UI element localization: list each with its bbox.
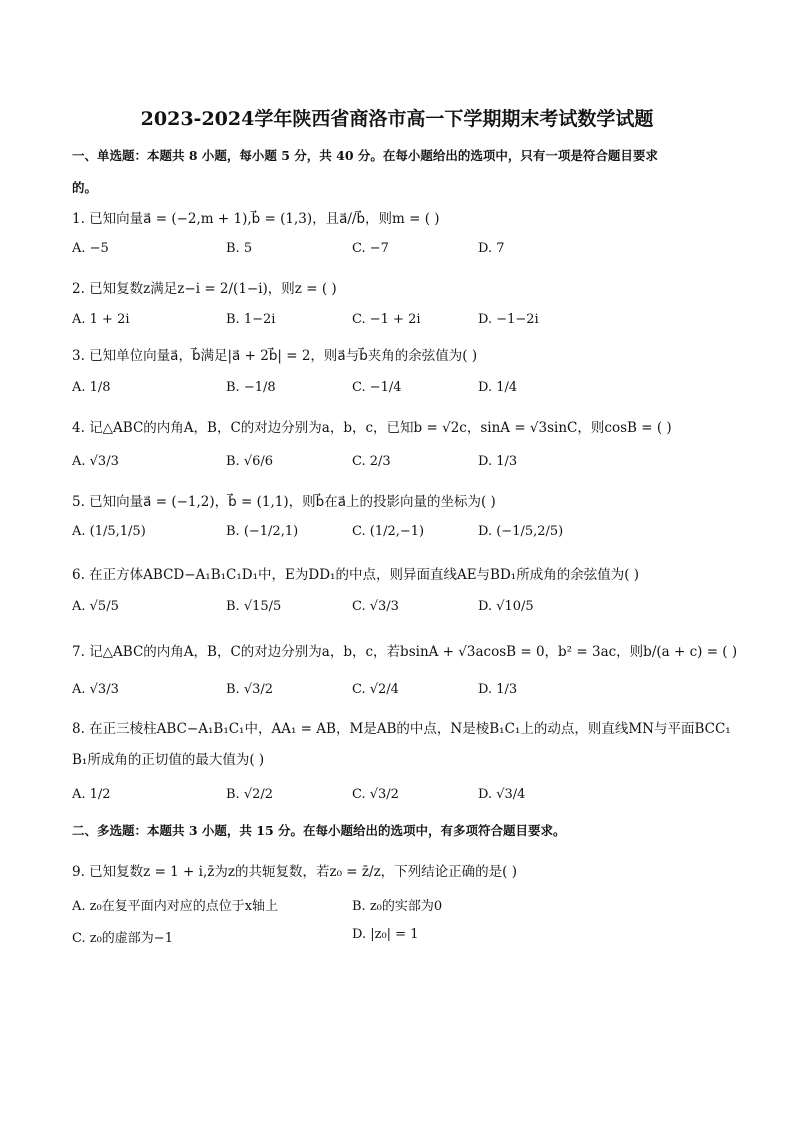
question-6-stem: 6. 在正方体ABCD−A₁B₁C₁D₁中，E为DD₁的中点，则异面直线AE与BD₁所成角的余弦值为( ) (72, 567, 640, 583)
question-4-option-a: A. √3/3 (72, 454, 119, 469)
section-1-instructions: 一、单选题：本题共 8 小题，每小题 5 分，共 40 分。在每小题给出的选项中，只有一项是符合题目要求 (72, 148, 658, 163)
question-8-option-d: D. √3/4 (478, 787, 526, 802)
question-3-option-c: C. −1/4 (352, 380, 402, 395)
question-2-option-c: C. −1 + 2i (352, 312, 421, 327)
question-8-option-b: B. √2/2 (226, 787, 274, 802)
question-1-option-b: B. 5 (226, 241, 253, 256)
page-title: 2023-2024学年陕西省商洛市高一下学期期末考试数学试题 (140, 108, 654, 130)
question-7-option-b: B. √3/2 (226, 682, 274, 697)
question-9-option-a: A. z₀在复平面内对应的点位于x轴上 (72, 899, 279, 914)
question-5-option-b: B. (−1/2,1) (226, 524, 299, 539)
question-2-stem: 2. 已知复数z满足z−i = 2/(1−i)，则z = ( ) (72, 281, 337, 297)
question-1-stem: 1. 已知向量a⃗ = (−2,m + 1),b⃗ = (1,3)，且a⃗//b⃗，则m = ( ) (72, 211, 440, 227)
question-9-option-d: D. |z₀| = 1 (352, 927, 419, 942)
question-6-option-a: A. √5/5 (72, 599, 119, 614)
question-5-option-a: A. (1/5,1/5) (72, 524, 146, 539)
question-4-stem: 4. 记△ABC的内角A，B，C的对边分别为a，b，c，已知b = √2c，sinA = √3sinC，则cosB = ( ) (72, 420, 672, 436)
question-4-option-d: D. 1/3 (478, 454, 518, 469)
question-1-option-a: A. −5 (72, 241, 109, 256)
question-3-option-a: A. 1/8 (72, 380, 111, 395)
question-7-option-d: D. 1/3 (478, 682, 518, 697)
question-8-stem: 8. 在正三棱柱ABC−A₁B₁C₁中，AA₁ = AB，M是AB的中点，N是棱B₁C₁上的动点，则直线MN与平面BCC₁ (72, 721, 731, 737)
question-7-option-a: A. √3/3 (72, 682, 119, 697)
section-2-instructions: 二、多选题：本题共 3 小题，共 15 分。在每小题给出的选项中，有多项符合题目要求。 (72, 823, 566, 838)
question-5-option-c: C. (1/2,−1) (352, 524, 425, 539)
section-1-instructions-cont: 的。 (72, 180, 98, 195)
question-2-option-d: D. −1−2i (478, 312, 539, 327)
question-9-stem: 9. 已知复数z = 1 + i,z̄为z的共轭复数，若z₀ = z̄/z，下列结论正确的是( ) (72, 864, 518, 880)
question-5-option-d: D. (−1/5,2/5) (478, 524, 564, 539)
question-8-option-a: A. 1/2 (72, 787, 111, 802)
question-1-option-c: C. −7 (352, 241, 389, 256)
question-7-option-c: C. √2/4 (352, 682, 399, 697)
question-9-option-b: B. z₀的实部为0 (352, 899, 443, 914)
question-6-option-d: D. √10/5 (478, 599, 534, 614)
question-7-stem: 7. 记△ABC的内角A，B，C的对边分别为a，b，c，若bsinA + √3acosB = 0，b² = 3ac，则b/(a + c) = ( ) (72, 644, 738, 660)
question-8-stem-cont: B₁所成角的正切值的最大值为( ) (72, 752, 265, 768)
question-6-option-b: B. √15/5 (226, 599, 282, 614)
question-3-option-b: B. −1/8 (226, 380, 276, 395)
question-4-option-c: C. 2/3 (352, 454, 391, 469)
question-2-option-a: A. 1 + 2i (72, 312, 130, 327)
question-4-option-b: B. √6/6 (226, 454, 274, 469)
question-2-option-b: B. 1−2i (226, 312, 276, 327)
question-9-option-c: C. z₀的虚部为−1 (72, 931, 173, 946)
question-6-option-c: C. √3/3 (352, 599, 399, 614)
question-3-option-d: D. 1/4 (478, 380, 518, 395)
question-3-stem: 3. 已知单位向量a⃗，b⃗满足|a⃗ + 2b⃗| = 2，则a⃗与b⃗夹角的余弦值为( ) (72, 348, 478, 364)
question-5-stem: 5. 已知向量a⃗ = (−1,2)，b⃗ = (1,1)，则b⃗在a⃗上的投影向量的坐标为( ) (72, 494, 496, 510)
question-1-option-d: D. 7 (478, 241, 505, 256)
question-8-option-c: C. √3/2 (352, 787, 399, 802)
